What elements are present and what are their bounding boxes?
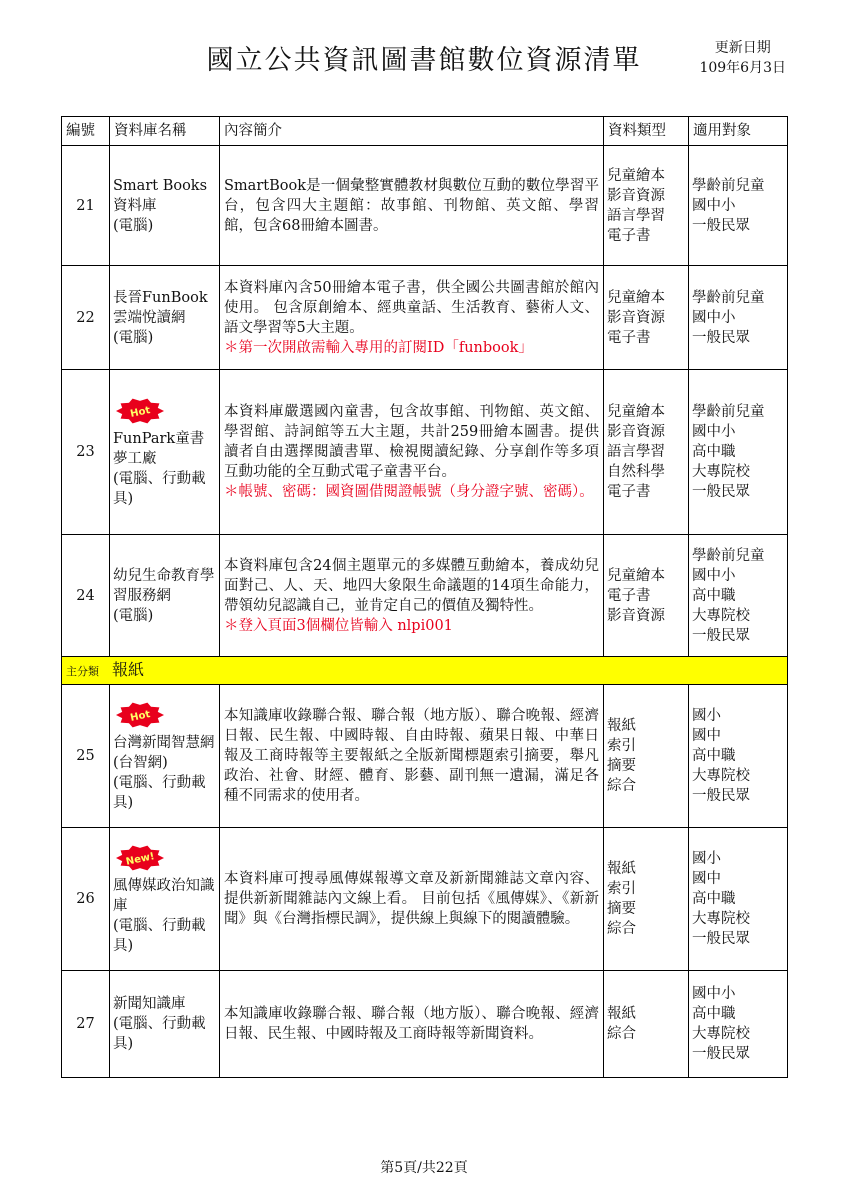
resource-type: 綜合 [607, 921, 636, 937]
access-note: ＊第一次開啟需輸入專用的訂閱ID「funbook」 [224, 339, 533, 356]
table-row [62, 828, 788, 971]
audience: 大專院校 [692, 607, 750, 624]
database-name: FunPark童書夢工廠 [113, 431, 205, 467]
audience: 國小 [692, 851, 721, 867]
database-name-cell [110, 828, 220, 971]
resource-type: 影音資源 [607, 187, 665, 204]
audience: 一般民眾 [692, 484, 750, 500]
update-info [699, 38, 786, 78]
audience: 一般民眾 [692, 788, 750, 804]
audience: 一般民眾 [692, 217, 750, 234]
database-name-cell [110, 535, 220, 657]
row-number: 26 [62, 828, 110, 971]
database-name-cell [110, 685, 220, 828]
resource-type-cell [604, 146, 689, 266]
table-row [62, 370, 788, 535]
database-name: Smart Books資料庫 [113, 177, 208, 214]
database-platform: (電腦、行動載具) [113, 471, 206, 507]
audience: 一般民眾 [692, 931, 750, 947]
resource-type-cell [604, 971, 689, 1078]
table-row [62, 685, 788, 828]
table-row [62, 535, 788, 657]
section-label: 主分類 [66, 664, 99, 678]
database-platform: (電腦、行動載具) [113, 775, 206, 811]
resource-type: 兒童繪本 [607, 167, 665, 184]
audience-cell [689, 685, 788, 828]
audience: 學齡前兒童 [692, 547, 765, 564]
update-date: 109年6月3日 [699, 60, 786, 76]
audience: 一般民眾 [692, 329, 750, 346]
resource-type: 影音資源 [607, 424, 665, 440]
resource-type: 兒童繪本 [607, 567, 665, 584]
database-platform: (電腦) [113, 329, 154, 346]
audience: 高中職 [692, 748, 736, 764]
section-header-row [62, 657, 788, 685]
audience: 大專院校 [692, 1026, 750, 1042]
audience: 高中職 [692, 444, 736, 460]
section-name: 報紙 [112, 659, 145, 679]
description-cell [220, 535, 604, 657]
database-name: 新聞知識庫 [113, 996, 186, 1012]
table-row [62, 146, 788, 266]
database-name-cell [110, 146, 220, 266]
audience-cell [689, 535, 788, 657]
resource-type: 報紙 [607, 861, 636, 877]
resource-type: 語言學習 [607, 444, 665, 460]
resource-type-cell [604, 535, 689, 657]
database-platform: (電腦、行動載具) [113, 918, 206, 954]
audience: 學齡前兒童 [692, 404, 765, 420]
resource-type: 綜合 [607, 1026, 636, 1042]
database-platform: (電腦) [113, 217, 154, 234]
description-text: 本資料庫內含50冊繪本電子書，供全國公共圖書館於館內使用。 包含原創繪本、經典童話、生活教育、藝術人文、語文學習等5大主題。 [224, 279, 599, 336]
database-name-cell [110, 266, 220, 370]
badge-label: Hot [129, 405, 152, 420]
database-name: 台灣新聞智慧網(台智網) [113, 735, 215, 771]
col-header-desc: 內容簡介 [220, 117, 604, 146]
row-number: 21 [62, 146, 110, 266]
audience: 國中小 [692, 309, 736, 326]
table-row [62, 971, 788, 1078]
audience: 大專院校 [692, 464, 750, 480]
resource-type: 電子書 [607, 484, 651, 500]
description-cell [220, 685, 604, 828]
access-note: ＊帳號、密碼：國資圖借閱證帳號（身分證字號、密碼）。 [224, 484, 594, 500]
database-name-cell [110, 971, 220, 1078]
resource-type: 語言學習 [607, 207, 665, 224]
audience: 學齡前兒童 [692, 289, 765, 306]
audience-cell [689, 266, 788, 370]
page-footer: 第5頁/共22頁 [380, 1160, 468, 1176]
database-platform: (電腦) [113, 607, 154, 624]
audience-cell [689, 146, 788, 266]
resource-table [61, 116, 788, 1078]
resource-type: 報紙 [607, 718, 636, 734]
audience: 國中 [692, 871, 721, 887]
description-text: 本知識庫收錄聯合報、聯合報（地方版）、聯合晚報、經濟日報、民生報、中國時報、自由時報、蘋果日報、中華日報及工商時報等主要報紙之全版新聞標題索引摘要，舉凡政治、社會、財經、體育、影藝、副刊無一遺漏，滿足各種不同需求的使用者。 [224, 708, 599, 804]
resource-type: 電子書 [607, 329, 651, 346]
resource-type: 電子書 [607, 587, 651, 604]
hot-badge-icon [115, 701, 165, 729]
database-name: 風傳媒政治知識庫 [113, 878, 215, 914]
resource-type-cell [604, 266, 689, 370]
description-text: 本資料庫可搜尋風傳媒報導文章及新新聞雜誌文章內容、提供新新聞雜誌內文線上看。 目前包括《風傳媒》、《新新聞》與《台灣指標民調》，提供線上與線下的閱讀體驗。 [224, 871, 599, 927]
resource-type: 兒童繪本 [607, 404, 665, 420]
audience: 國中小 [692, 567, 736, 584]
resource-type: 摘要 [607, 901, 636, 917]
row-number: 22 [62, 266, 110, 370]
database-name: 長晉FunBook雲端悅讀網 [113, 289, 208, 326]
resource-type: 報紙 [607, 1006, 636, 1022]
database-platform: (電腦、行動載具) [113, 1016, 206, 1052]
resource-type-cell [604, 370, 689, 535]
update-label: 更新日期 [714, 40, 771, 56]
table-row [62, 266, 788, 370]
audience: 高中職 [692, 891, 736, 907]
resource-type: 自然科學 [607, 464, 665, 480]
audience-cell [689, 828, 788, 971]
row-number: 27 [62, 971, 110, 1078]
resource-type: 兒童繪本 [607, 289, 665, 306]
resource-type: 索引 [607, 881, 636, 897]
audience: 國中小 [692, 424, 736, 440]
page-title: 國立公共資訊圖書館數位資源清單 [206, 45, 642, 76]
resource-type: 電子書 [607, 227, 651, 244]
database-name-cell [110, 370, 220, 535]
description-text: SmartBook是一個彙整實體教材與數位互動的數位學習平台，包含四大主題館：故事館、刊物館、英文館、學習館，包含68冊繪本圖書。 [224, 177, 599, 234]
row-number: 25 [62, 685, 110, 828]
audience: 國中小 [692, 197, 736, 214]
description-text: 本知識庫收錄聯合報、聯合報（地方版）、聯合晚報、經濟日報、民生報、中國時報及工商時報等新聞資料。 [224, 1006, 599, 1042]
description-cell [220, 266, 604, 370]
audience: 國中小 [692, 986, 736, 1002]
audience: 國中 [692, 728, 721, 744]
audience: 一般民眾 [692, 1046, 750, 1062]
description-text: 本資料庫包含24個主題單元的多媒體互動繪本，養成幼兒面對己、人、天、地四大象限生命議題的14項生命能力，帶領幼兒認識自己，並肯定自己的價值及獨特性。 [224, 557, 599, 614]
row-number: 24 [62, 535, 110, 657]
description-cell [220, 370, 604, 535]
section-header [62, 657, 788, 685]
audience: 高中職 [692, 587, 736, 604]
resource-type: 索引 [607, 738, 636, 754]
resource-type: 影音資源 [607, 607, 665, 624]
description-text: 本資料庫嚴選國內童書，包含故事館、刊物館、英文館、學習館、詩詞館等五大主題，共計259冊繪本圖書。提供讀者自由選擇閱讀書單、檢視閱讀紀錄、分享創作等多項互動功能的全互動式電子童書平台。 [224, 404, 599, 480]
audience-cell [689, 971, 788, 1078]
badge-label: New! [125, 851, 156, 868]
resource-type: 綜合 [607, 778, 636, 794]
audience: 大專院校 [692, 768, 750, 784]
audience: 高中職 [692, 1006, 736, 1022]
description-cell [220, 146, 604, 266]
col-header-name: 資料庫名稱 [110, 117, 220, 146]
table-header-row [62, 117, 788, 146]
audience: 國小 [692, 708, 721, 724]
col-header-audience: 適用對象 [689, 117, 788, 146]
description-cell [220, 971, 604, 1078]
audience-cell [689, 370, 788, 535]
access-note: ＊登入頁面3個欄位皆輸入 nlpi001 [224, 617, 453, 634]
resource-type-cell [604, 828, 689, 971]
audience: 一般民眾 [692, 627, 750, 644]
database-name: 幼兒生命教育學習服務網 [113, 567, 215, 604]
badge-label: Hot [129, 709, 152, 724]
col-header-type: 資料類型 [604, 117, 689, 146]
hot-badge-icon [115, 397, 165, 425]
row-number: 23 [62, 370, 110, 535]
audience: 大專院校 [692, 911, 750, 927]
audience: 學齡前兒童 [692, 177, 765, 194]
resource-type: 摘要 [607, 758, 636, 774]
new-badge-icon [115, 844, 165, 872]
resource-type-cell [604, 685, 689, 828]
col-header-num: 編號 [62, 117, 110, 146]
description-cell [220, 828, 604, 971]
resource-type: 影音資源 [607, 309, 665, 326]
